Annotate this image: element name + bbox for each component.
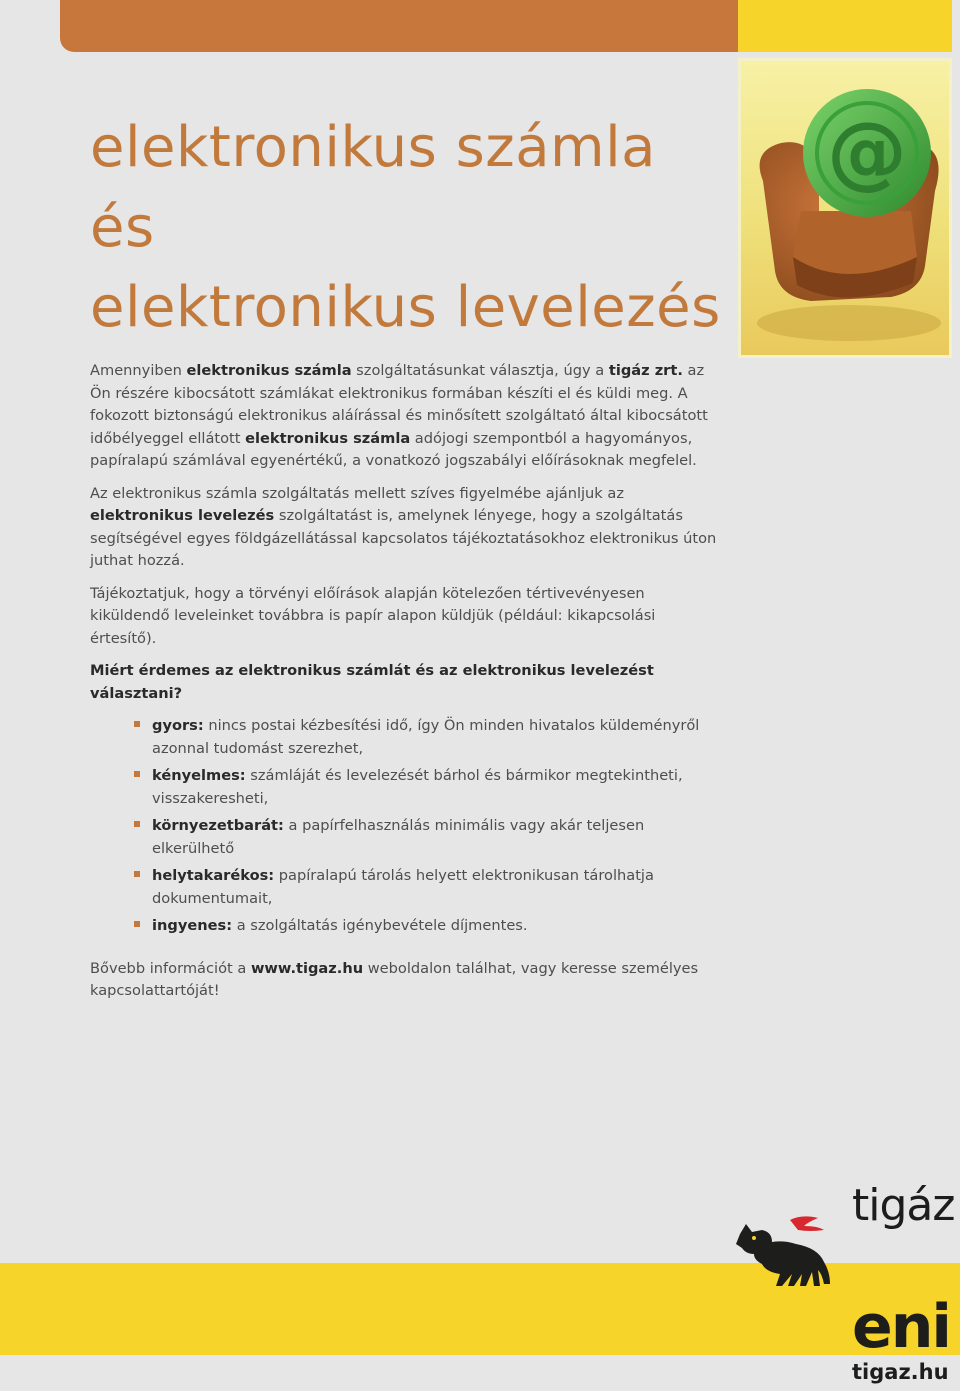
text-span: Bővebb információt a: [90, 959, 251, 977]
at-sign-icon: [803, 89, 931, 217]
benefit-term: gyors:: [152, 717, 204, 734]
list-item: [90, 715, 720, 760]
bold-span: elektronikus számla: [186, 362, 352, 379]
website-link[interactable]: www.tigaz.hu: [250, 959, 364, 977]
benefit-term: környezetbarát:: [152, 817, 284, 834]
notice-paragraph: Tájékoztatjuk, hogy a törvényi előírások alapján kötelezően tértivevényesen kiküldendő leveleinket továbbra is papír alapon küldjük (például: kikapcsolási értesítő).: [90, 584, 656, 647]
benefit-text: nincs postai kézbesítési idő, így Ön minden hivatalos küldeményről azonnal tudomást szerezhet,: [152, 717, 700, 757]
title-line-2: elektronikus levelezés: [90, 275, 721, 340]
list-item: [90, 915, 720, 938]
benefit-text: a szolgáltatás igénybevétele díjmentes.: [232, 917, 528, 934]
text-span: weboldalon találhat, vagy keresse személyes kapcsolattartóját!: [90, 959, 699, 999]
page-title: [90, 108, 730, 348]
hero-image-armchair-at-sign: [738, 58, 952, 358]
benefit-text: a papírfelhasználás minimális vagy akár teljesen elkerülhető: [152, 817, 645, 857]
bold-span: elektronikus levelezés: [90, 507, 275, 524]
six-legged-dog-logo-icon: [732, 1214, 836, 1298]
benefit-term: kényelmes:: [152, 767, 246, 784]
bold-span: elektronikus számla: [245, 429, 411, 447]
bold-span: tigáz zrt.: [608, 362, 683, 379]
bullet-icon: [134, 771, 140, 777]
text-span: az Ön részére kibocsátott számlákat elektronikus formában készíti el és küldi meg. A fokozott biztonságú elektronikus aláírással és minősített szolgáltató által kibocsátott időbélyeggel ellátott: [90, 362, 708, 447]
main-content: [90, 360, 720, 1013]
benefit-term: helytakarékos:: [152, 867, 275, 884]
text-span: Amennyiben: [90, 362, 187, 379]
intro-paragraph: [90, 360, 720, 473]
tigaz-logo: tigáz: [852, 1180, 955, 1231]
benefits-list: [90, 715, 720, 938]
header-bar-orange: [60, 0, 738, 52]
benefit-text: papíralapú tárolás helyett elektronikusan tárolhatja dokumentumait,: [152, 867, 654, 907]
eni-logo: eni: [852, 1292, 950, 1362]
svg-text:@: @: [827, 105, 907, 198]
list-item: [90, 765, 720, 810]
bullet-icon: [134, 871, 140, 877]
header-bar-yellow: [738, 0, 952, 52]
bullet-icon: [134, 921, 140, 927]
text-span: Az elektronikus számla szolgáltatás mellett szíves figyelmébe ajánljuk az: [90, 484, 624, 502]
bullet-icon: [134, 821, 140, 827]
benefits-question: Miért érdemes az elektronikus számlát és az elektronikus levelezést választani?: [90, 662, 654, 702]
title-line-1: elektronikus számla és: [90, 115, 656, 260]
text-span: szolgáltatásunkat választja, úgy a: [351, 362, 609, 379]
closing-paragraph: [90, 958, 720, 1003]
list-item: [90, 815, 720, 860]
benefit-term: ingyenes:: [152, 917, 233, 934]
bullet-icon: [134, 721, 140, 727]
list-item: [90, 865, 720, 910]
benefit-text: számláját és levelezését bárhol és bármikor megtekintheti, visszakeresheti,: [152, 767, 683, 807]
footer-url[interactable]: tigaz.hu: [852, 1360, 949, 1384]
text-span: adójogi szempontból a hagyományos, papíralapú számlával egyenértékű, a vonatkozó jogszabályi előírásoknak megfelel.: [90, 429, 697, 469]
armchair-illustration: [741, 61, 949, 355]
electronic-mail-paragraph: [90, 483, 720, 573]
text-span: szolgáltatást is, amelynek lényege, hogy a szolgáltatás segítségével egyes földgázellátással kapcsolatos tájékoztatásokhoz elektronikus úton juthat hozzá.: [90, 507, 717, 569]
